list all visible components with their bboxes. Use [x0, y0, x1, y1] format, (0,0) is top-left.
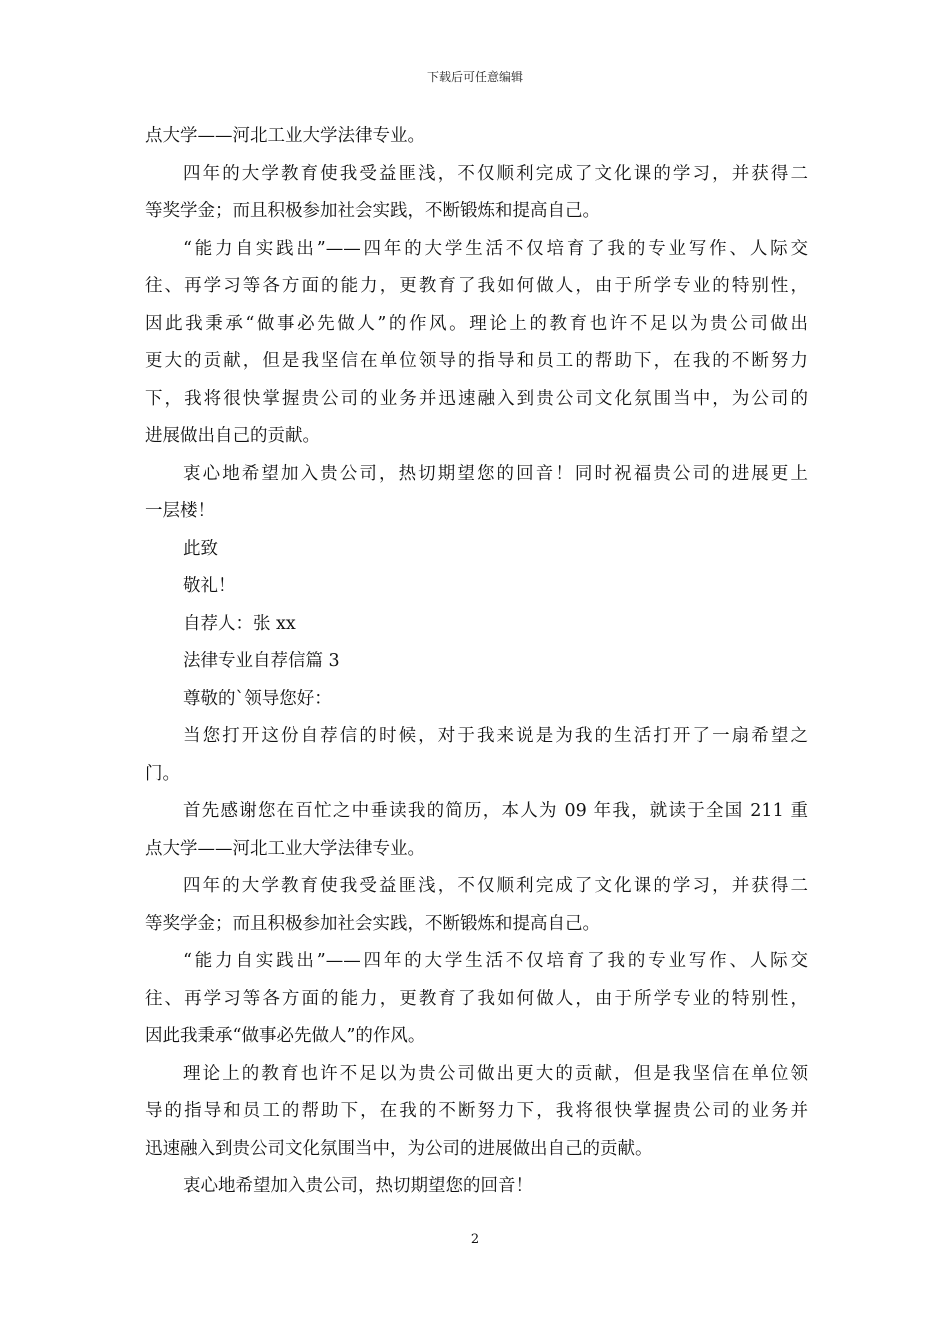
body-line: 因此我秉承“做事必先做人”的作风。 [145, 1026, 426, 1046]
body-line: 衷心地希望加入贵公司，热切期望您的回音！同时祝福贵公司的进展更上 [183, 463, 808, 484]
body-line: 衷心地希望加入贵公司，热切期望您的回音！ [183, 1176, 533, 1196]
body-line: 下，我将很快掌握贵公司的业务并迅速融入到贵公司文化氛围当中，为公司的 [145, 388, 808, 409]
body-line: “能力自实践出”——四年的大学生活不仅培育了我的专业写作、人际交 [183, 238, 808, 259]
body-line: 四年的大学教育使我受益匪浅，不仅顺利完成了文化课的学习，并获得二 [183, 163, 808, 184]
section-title: 法律专业自荐信篇 3 [183, 651, 340, 671]
body-line: 当您打开这份自荐信的时候，对于我来说是为我的生活打开了一扇希望之 [183, 726, 808, 746]
body-line: 往、再学习等各方面的能力，更教育了我如何做人，由于所学专业的特别性， [145, 276, 808, 296]
body-line: “能力自实践出”——四年的大学生活不仅培育了我的专业写作、人际交 [183, 951, 808, 971]
body-line: 点大学——河北工业大学法律专业。 [145, 838, 425, 859]
body-line: 导的指导和员工的帮助下，在我的不断努力下，我将很快掌握贵公司的业务并 [145, 1101, 808, 1121]
page-header: 下载后可任意编辑 [426, 70, 523, 84]
body-line: 理论上的教育也许不足以为贵公司做出更大的贡献，但是我坚信在单位领 [183, 1063, 808, 1084]
salutation-line: 敬礼！ [183, 576, 236, 596]
page-number: 2 [470, 1232, 480, 1247]
body-line: 因此我秉承“做事必先做人”的作风。理论上的教育也许不足以为贵公司做出 [145, 313, 808, 334]
body-line: 往、再学习等各方面的能力，更教育了我如何做人，由于所学专业的特别性， [145, 988, 808, 1009]
body-line: 一层楼！ [145, 501, 215, 521]
body-line: 进展做出自己的贡献。 [145, 426, 320, 446]
body-line: 等奖学金；而且积极参加社会实践，不断锻炼和提高自己。 [145, 201, 600, 221]
body-line: 等奖学金；而且积极参加社会实践，不断锻炼和提高自己。 [145, 913, 600, 934]
body-line: 四年的大学教育使我受益匪浅，不仅顺利完成了文化课的学习，并获得二 [183, 876, 808, 896]
body-line: 更大的贡献，但是我坚信在单位领导的指导和员工的帮助下，在我的不断努力 [145, 351, 808, 371]
closing-line: 此致 [183, 538, 218, 559]
body-line: 迅速融入到贵公司文化氛围当中，为公司的进展做出自己的贡献。 [145, 1138, 653, 1159]
signature-line: 自荐人：张 xx [183, 613, 296, 634]
greeting-line: 尊敬的`领导您好： [183, 688, 332, 709]
body-line: 门。 [145, 763, 180, 784]
document-body [145, 118, 808, 1206]
body-line: 首先感谢您在百忙之中垂读我的简历，本人为 09 年我，就读于全国 211 重 [183, 801, 808, 821]
body-line: 点大学——河北工业大学法律专业。 [145, 126, 425, 146]
